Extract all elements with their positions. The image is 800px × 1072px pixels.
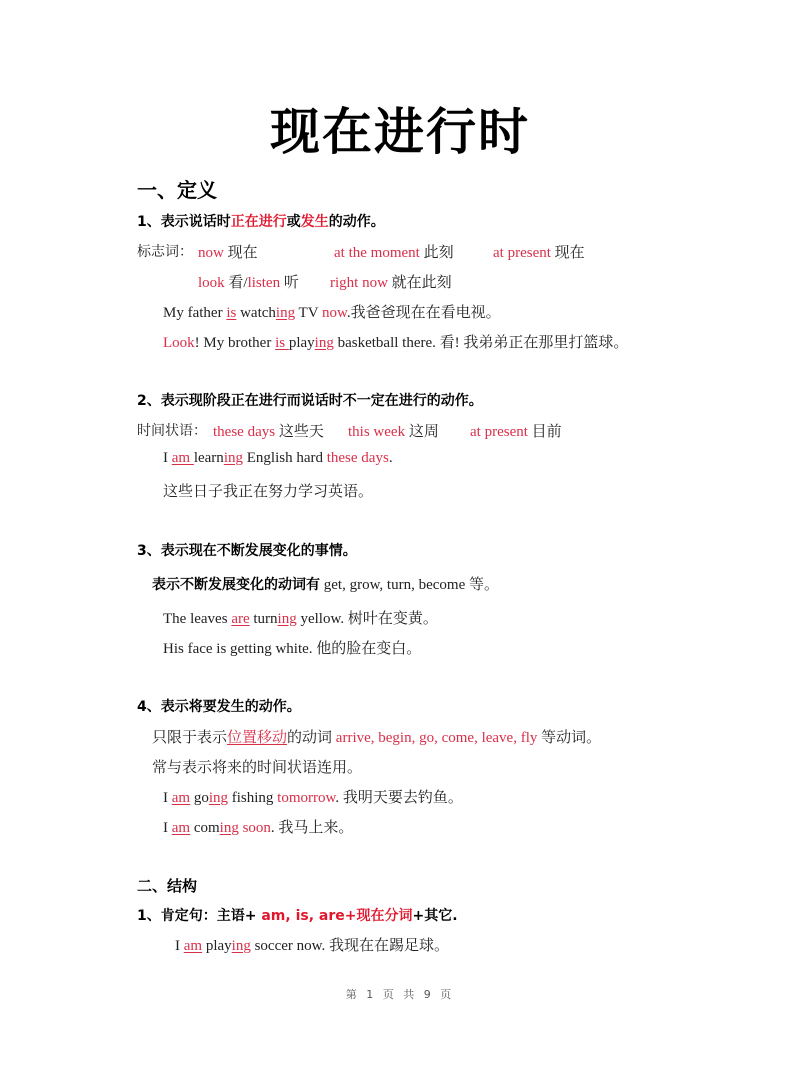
marker-now: now 现在	[198, 245, 258, 261]
example-sentence: I am coming soon. 我马上来。	[163, 820, 354, 836]
marker-at-present: at present 现在	[493, 245, 585, 261]
example-sentence: I am learning English hard these days.	[163, 450, 393, 466]
example-translation: 这些日子我正在努力学习英语。	[163, 484, 374, 500]
page-number: 第 1 页 共 9 页	[345, 988, 455, 1001]
marker-at-present: at present 目前	[470, 424, 562, 440]
verb-note: 表示不断发展变化的动词有 get, grow, turn, become 等。	[152, 577, 499, 593]
example-sentence: I am playing soccer now. 我现在在踢足球。	[175, 938, 449, 954]
point-4-heading: 4、表示将要发生的动作。	[137, 699, 301, 715]
example-sentence: I am going fishing tomorrow. 我明天要去钓鱼。	[163, 790, 463, 806]
point-2-heading: 2、表示现阶段正在进行而说话时不一定在进行的动作。	[137, 393, 483, 409]
example-sentence: Look! My brother is playing basketball there. 看! 我弟弟正在那里打篮球。	[163, 335, 629, 351]
marker-right-now: right now 就在此刻	[330, 275, 452, 291]
marker-at-the-moment: at the moment 此刻	[334, 245, 454, 261]
future-adverbial-note: 常与表示将来的时间状语连用。	[152, 760, 363, 776]
point-3-heading: 3、表示现在不断发展变化的事情。	[137, 543, 357, 559]
page-title: 现在进行时	[270, 103, 530, 161]
example-sentence: The leaves are turning yellow. 树叶在变黄。	[163, 611, 438, 627]
marker-look-listen: look 看/listen 听	[198, 275, 299, 291]
point-1-heading: 1、表示说话时正在进行或发生的动作。	[137, 214, 385, 230]
marker-this-week: this week 这周	[348, 424, 439, 440]
example-sentence: His face is getting white. 他的脸在变白。	[163, 641, 422, 657]
adverbial-label: 时间状语：	[137, 423, 207, 439]
markers-label: 标志词：	[137, 244, 193, 260]
example-sentence: My father is watching TV now.我爸爸现在在看电视。	[163, 305, 501, 321]
movement-verbs-note: 只限于表示位置移动的动词 arrive, begin, go, come, leave, fly 等动词。	[152, 730, 602, 746]
section-heading-definition: 一、定义	[137, 178, 217, 202]
marker-these-days: these days 这些天	[213, 424, 324, 440]
section-heading-structure: 二、结构	[137, 877, 198, 895]
affirmative-heading: 1、肯定句：主语+ am, is, are+现在分词+其它.	[137, 908, 458, 924]
